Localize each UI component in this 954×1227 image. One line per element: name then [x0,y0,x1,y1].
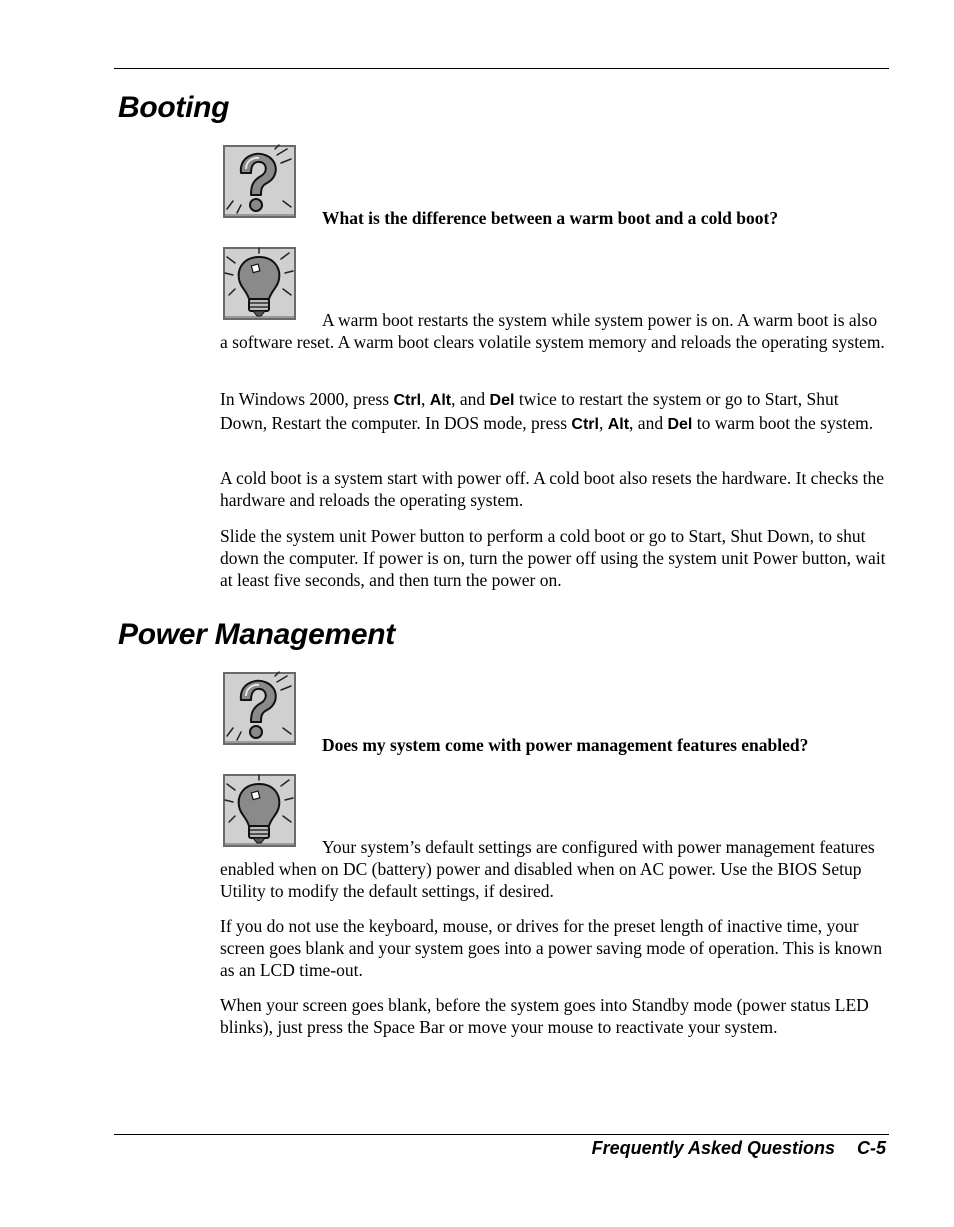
section-heading-power-management: Power Management [118,618,395,651]
page-footer [592,1137,886,1159]
text: In Windows 2000, press [220,389,394,409]
key-ctrl: Ctrl [571,416,599,433]
paragraph-power-button: Slide the system unit Power button to perform a cold boot or go to Start, Shut Down, to shut down the computer. If power is on, turn the power off using the system unit Power button, wait at least five seconds, and then turn the power on. [220,526,886,590]
text: to warm boot the system. [692,413,874,433]
key-alt: Alt [607,416,630,433]
section-heading-booting: Booting [118,91,230,124]
text: twice to restart the system or go to Start, Shut Down, Restart the computer. In DOS mode, press [220,389,839,433]
header-rule [114,68,889,69]
key-alt: Alt [429,392,452,409]
text: , and [451,389,490,409]
footer-title: Frequently Asked Questions [591,1138,835,1158]
key-del: Del [489,392,515,409]
key-del: Del [667,416,693,433]
faq-answer: A warm boot restarts the system while system power is on. A warm boot is also a software reset. A warm boot clears volatile system memory and reloads the operating system. [220,310,885,352]
text: , [598,413,608,433]
question-mark-icon [221,670,298,747]
key-ctrl: Ctrl [393,392,422,409]
paragraph-warm-boot-keys [220,388,888,436]
text: , and [629,413,668,433]
page-number: C-5 [856,1138,886,1158]
footer-rule [114,1134,889,1135]
faq-question: What is the difference between a warm boot and a cold boot? [322,208,779,228]
faq-question: Does my system come with power management features enabled? [322,735,809,755]
text: , [421,389,430,409]
paragraph-reactivate: When your screen goes blank, before the system goes into Standby mode (power status LED blinks), just press the Space Bar or move your mouse to reactivate your system. [220,995,869,1037]
faq-answer: Your system’s default settings are configured with power management features enabled when on DC (battery) power and disabled when on AC power. Use the BIOS Setup Utility to modify the default settings, if desired. [220,837,875,901]
paragraph-lcd-timeout: If you do not use the keyboard, mouse, or drives for the preset length of inactive time, your screen goes blank and your system goes into a power saving mode of operation. This is known as an LCD time-out. [220,916,883,980]
paragraph-cold-boot: A cold boot is a system start with power off. A cold boot also resets the hardware. It checks the hardware and reloads the operating system. [220,468,885,510]
question-mark-icon [221,143,298,220]
